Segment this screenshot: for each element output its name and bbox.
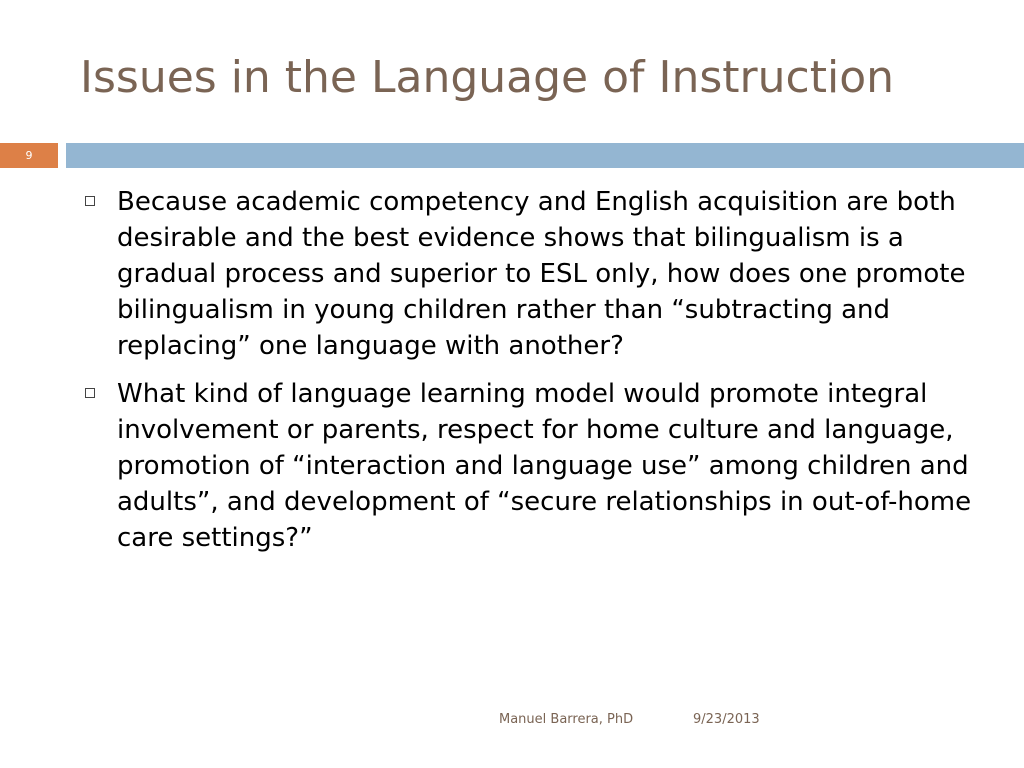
title-rule-bar [66, 143, 1024, 168]
bullet-text: What kind of language learning model would promote integral involvement or parents, respect for home culture and language, promotion of “interaction and language use” among children and adults”, and development of “secure relationships in out-of-home care settings?” [117, 379, 972, 553]
footer-date: 9/23/2013 [693, 712, 760, 727]
hollow-square-bullet-icon [85, 388, 95, 398]
bullet-item [80, 184, 980, 364]
bullet-text: Because academic competency and English acquisition are both desirable and the best evidence shows that bilingualism is a gradual process and superior to ESL only, how does one promote bilingualism in young children rather than “subtracting and replacing” one language with another? [117, 187, 966, 361]
slide-number: 9 [25, 149, 33, 162]
bullet-list [80, 184, 980, 568]
hollow-square-bullet-icon [85, 196, 95, 206]
bullet-item [80, 376, 980, 556]
footer-author: Manuel Barrera, PhD [499, 712, 634, 727]
slide-title: Issues in the Language of Instruction [80, 52, 894, 103]
